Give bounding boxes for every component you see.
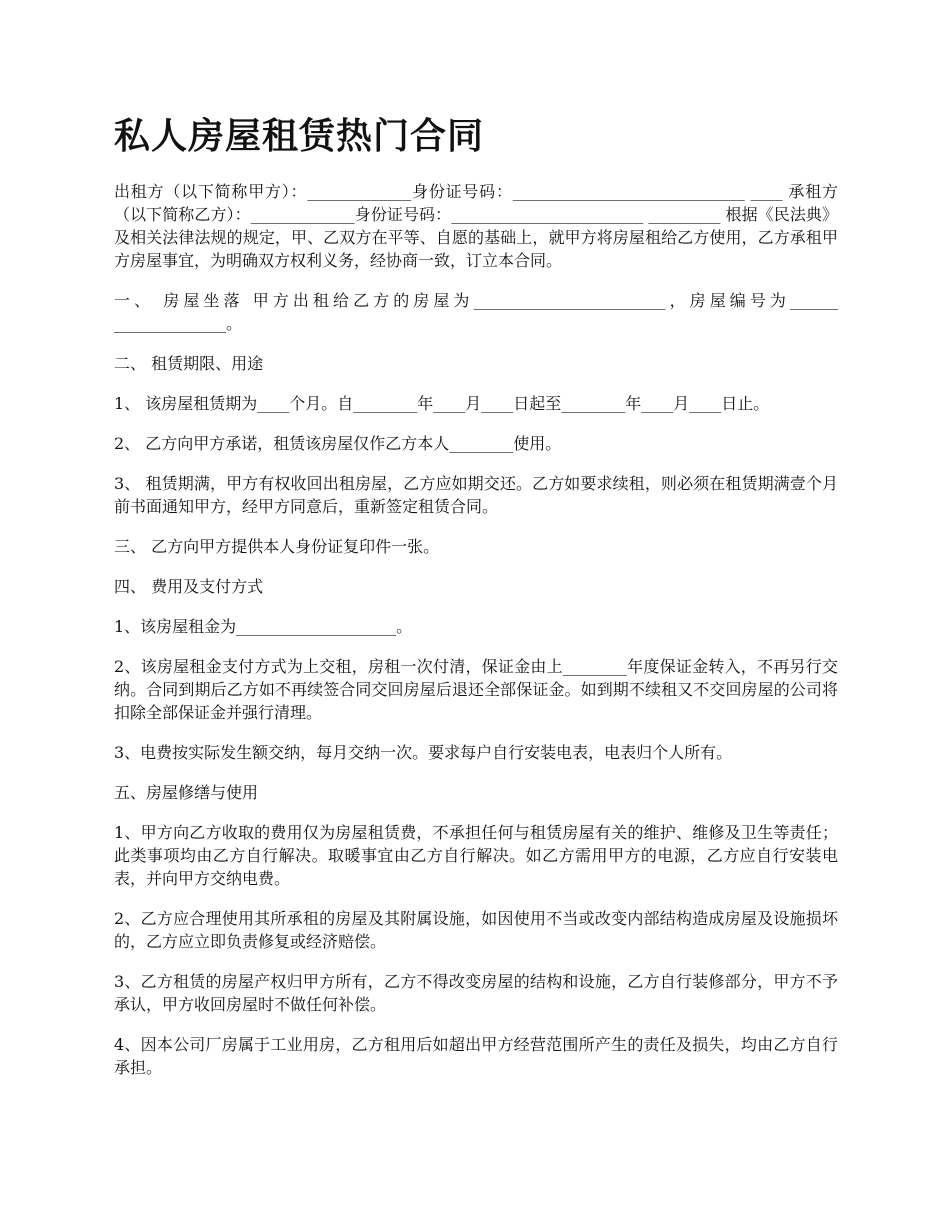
section-3-id-copy: 三、 乙方向甲方提供本人身份证复印件一张。 xyxy=(114,537,440,556)
section-2-heading: 二、 租赁期限、用途 xyxy=(114,354,264,373)
section-5-item-3: 3、乙方租赁的房屋产权归甲方所有，乙方不得改变房屋的结构和设施，乙方自行装修部分，甲方不予承认，甲方收回房屋时不做任何补偿。 xyxy=(114,972,838,1014)
section-5-item-1: 1、甲方向乙方收取的费用仅为房屋租赁费，不承担任何与租赁房屋有关的维护、维修及卫生等责任；此类事项均由乙方自行解决。取暖事宜由乙方自行解决。如乙方需用甲方的电源，乙方应自行安装电表，并向甲方交纳电费。 xyxy=(114,823,838,888)
section-4-item-2: 2、该房屋租金支付方式为上交租，房租一次付清，保证金由上________年度保证金转入，不再另行交纳。合同到期后乙方如不再续签合同交回房屋后退还全部保证金。如到期不续租又不交回房屋的公司将扣除全部保证金并强行清理。 xyxy=(114,657,838,722)
section-5-item-2: 2、乙方应合理使用其所承租的房屋及其附属设施，如因使用不当或改变内部结构造成房屋及设施损坏的，乙方应立即负责修复或经济赔偿。 xyxy=(114,909,838,951)
section-5-item-4: 4、因本公司厂房属于工业用房，乙方租用后如超出甲方经营范围所产生的责任及损失，均由乙方自行承担。 xyxy=(114,1035,838,1077)
preamble-paragraph: 出租方（以下简称甲方）：_____________身份证号码：_____________________________ ____ 承租方（以下简称乙方）：_____________身份证号码：________________________ _________ 根据《民法典》及相关法律法规的规定，甲、乙双方在平等、自愿的基础上，就甲方将房屋租给乙方使用，乙方承租甲方房屋事宜，为明确双方权利义务，经协商一致，订立本合同。 xyxy=(114,182,838,270)
section-4-item-3: 3、电费按实际发生额交纳，每月交纳一次。要求每户自行安装电表，电表归个人所有。 xyxy=(114,743,733,762)
section-2-item-1: 1、 该房屋租赁期为____个月。自________年____月____日起至________年____月____日止。 xyxy=(114,394,770,413)
section-4-heading: 四、 费用及支付方式 xyxy=(114,577,264,596)
section-2-item-2: 2、 乙方向甲方承诺，租赁该房屋仅作乙方本人________使用。 xyxy=(114,434,562,453)
document-title: 私人房屋租赁热门合同 xyxy=(114,115,485,157)
section-1-location: 一、 房屋坐落 甲方出租给乙方的房屋为________________________，房屋编号为______ ______________。 xyxy=(114,291,838,333)
document-page xyxy=(114,112,838,1096)
section-5-heading: 五、房屋修缮与使用 xyxy=(114,783,259,802)
section-2-item-3: 3、 租赁期满，甲方有权收回出租房屋，乙方应如期交还。乙方如要求续租，则必须在租赁期满壹个月前书面通知甲方，经甲方同意后，重新签定租赁合同。 xyxy=(114,474,838,516)
section-4-item-1: 1、该房屋租金为____________________。 xyxy=(114,617,413,636)
